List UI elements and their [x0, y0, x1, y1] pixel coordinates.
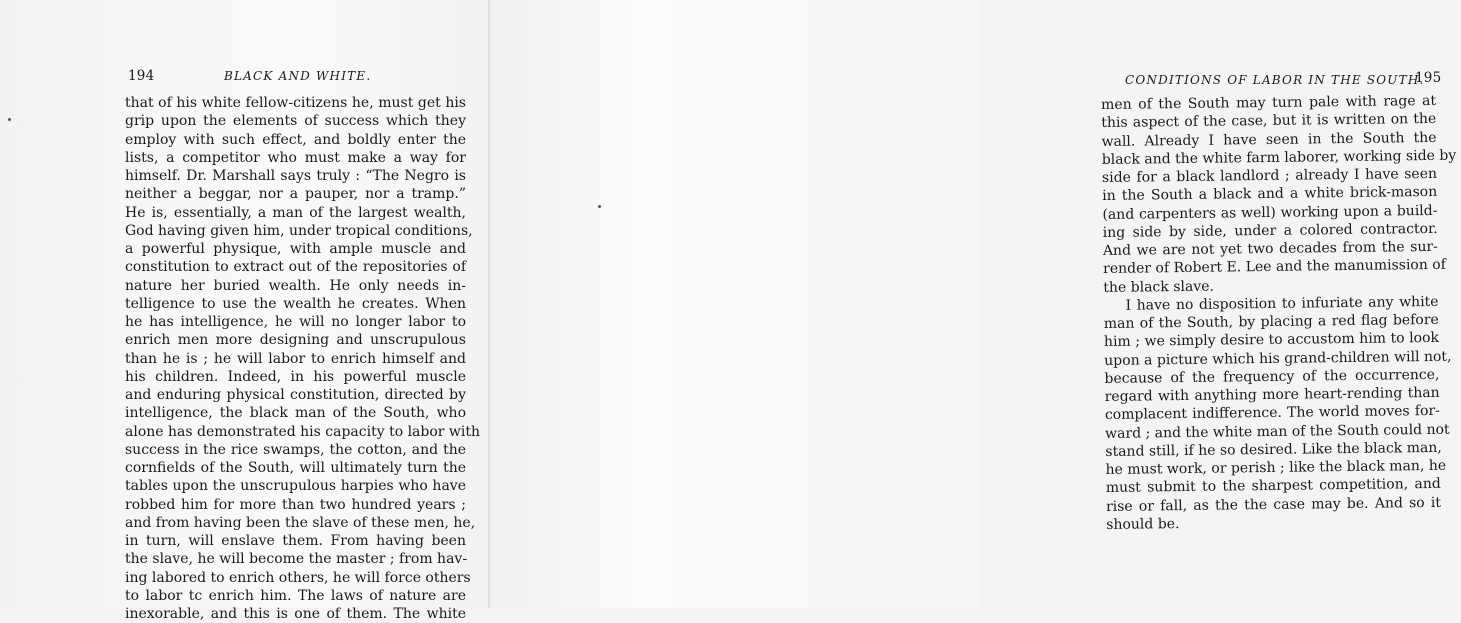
text-line: himself. Dr. Marshall says truly : “The Negro is [125, 168, 466, 184]
text-line: his children. Indeed, in his powerful muscle [125, 368, 466, 385]
text-line: black and the white farm laborer, working side by [1101, 147, 1457, 168]
text-line: man of the South, by placing a red flag before [1103, 311, 1439, 332]
text-line: in the South a black and a white brick-mason [1102, 184, 1438, 205]
text-line: God having given him, under tropical conditions, [125, 222, 473, 239]
text-line: alone has demonstrated his capacity to labor with [125, 423, 481, 440]
text-line: regard with anything more heart-rending than [1104, 384, 1440, 405]
running-title: CONDITIONS OF LABOR IN THE SOUTH. [1125, 73, 1425, 87]
text-line: ing side by side, under a colored contractor. [1102, 220, 1438, 241]
text-line: employ with such effect, and boldly enter the [125, 131, 466, 148]
text-line: in turn, will enslave them. From having been [125, 533, 466, 549]
text-line: a powerful physique, with ample muscle and [125, 241, 466, 257]
text-line: He is, essentially, a man of the largest wealth, [125, 204, 466, 221]
text-line: ward ; and the white man of the South could not [1105, 421, 1450, 442]
text-line: stand still, if he so desired. Like the black man, [1105, 439, 1442, 460]
text-line: render of Robert E. Lee and the manumission of [1103, 257, 1446, 278]
text-line: the slave, he will become the master ; from hav- [125, 551, 468, 568]
text-line: tables upon the unscrupulous harpies who have [125, 478, 466, 495]
text-line: wall. Already I have seen in the South the [1101, 129, 1437, 150]
body-text-column [1101, 92, 1457, 534]
right-page [490, 0, 1457, 608]
page-number: 194 [128, 68, 155, 84]
text-line: I have no disposition to infuriate any white [1125, 293, 1439, 314]
text-line: (and carpenters as well) working upon a build- [1102, 202, 1438, 223]
text-line: lists, a competitor who must make a way for [125, 149, 466, 166]
text-line: neither a beggar, nor a pauper, nor a tramp.” [125, 186, 466, 203]
text-line: and from having been the slave of these men, he, [125, 514, 476, 531]
page-number: 195 [1415, 70, 1442, 86]
text-line: success in the rice swamps, the cotton, and the [125, 441, 466, 458]
text-line: men of the South may turn pale with rage at [1101, 92, 1437, 113]
text-line: and enduring physical constitution, directed by [125, 387, 466, 403]
text-line: he must work, or perish ; like the black man, he [1105, 457, 1447, 478]
text-line: intelligence, the black man of the South, who [125, 405, 466, 422]
text-line: And we are not yet two decades from the sur- [1102, 238, 1438, 259]
text-line: him ; we simply desire to accustom him to look [1103, 330, 1440, 351]
text-line: than he is ; he will labor to enrich himself and [125, 350, 466, 367]
text-line: must submit to the sharpest competition, and [1105, 476, 1441, 497]
text-line: this aspect of the case, but it is written on the [1101, 111, 1437, 132]
text-line: constitution to extract out of the repositories of [125, 259, 466, 276]
text-line: enrich men more designing and unscrupulous [125, 332, 466, 349]
text-line: that of his white fellow-citizens he, must get his [125, 95, 466, 111]
text-line: should be. [1106, 515, 1180, 533]
text-line: upon a picture which his grand-children will not, [1104, 348, 1452, 369]
text-line: complacent indifference. The world moves for- [1104, 403, 1440, 424]
text-line: because of the frequency of the occurrence, [1104, 366, 1440, 387]
scan-speck [598, 205, 601, 208]
text-line: side for a black landlord ; already I have seen [1101, 165, 1438, 186]
text-line: he has intelligence, he will no longer labor to [125, 314, 466, 330]
running-title: BLACK AND WHITE. [224, 69, 372, 83]
left-page [0, 0, 490, 622]
text-line: rise or fall, as the the case may be. And so it [1105, 494, 1442, 515]
text-line: inexorable, and this is one of them. The white [125, 606, 466, 622]
text-line: grip upon the elements of success which they [125, 113, 466, 130]
body-text-column [125, 94, 481, 623]
text-line: ing labored to enrich others, he will force others [125, 569, 471, 586]
text-line: robbed him for more than two hundred years ; [125, 496, 466, 513]
text-line: to labor tc enrich him. The laws of nature are [125, 587, 466, 604]
text-line: nature her buried wealth. He only needs in- [125, 277, 466, 294]
text-line: telligence to use the wealth he creates. When [125, 295, 466, 312]
text-line: the black slave. [1103, 278, 1215, 296]
scan-speck [8, 118, 11, 121]
text-line: cornfields of the South, will ultimately turn the [125, 460, 466, 476]
